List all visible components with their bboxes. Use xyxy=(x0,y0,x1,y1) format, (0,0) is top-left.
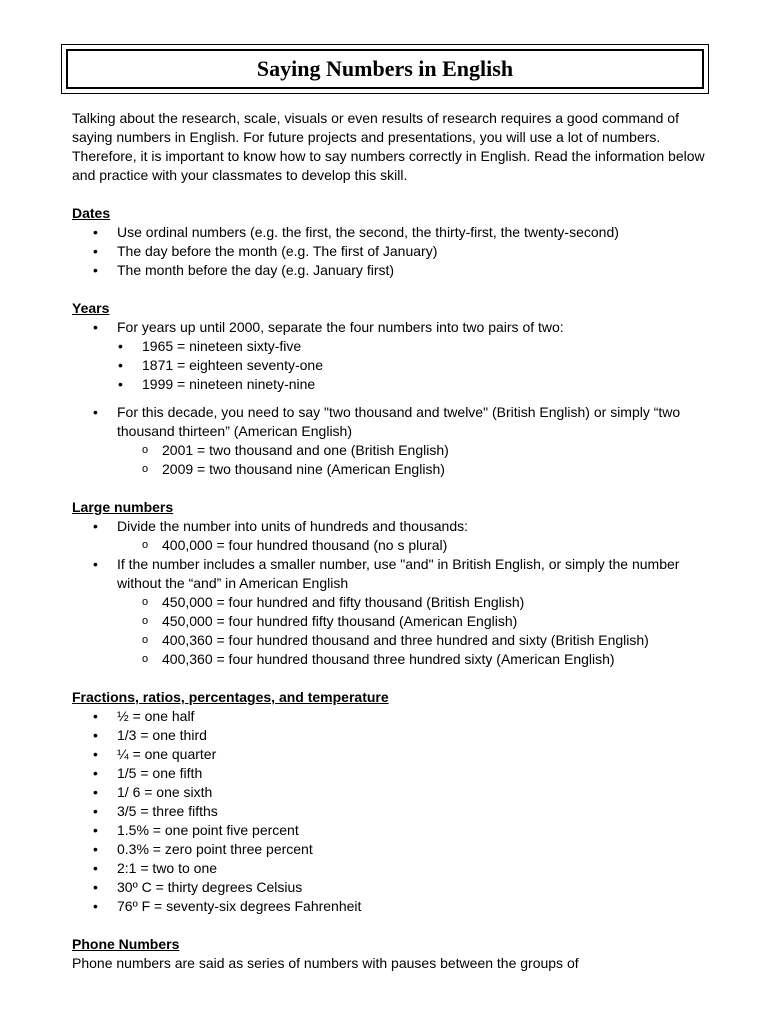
list-item: • 1/5 = one fifth xyxy=(72,764,712,783)
list-item: • 1871 = eighteen seventy-one xyxy=(72,356,712,375)
list-item: • 76º F = seventy-six degrees Fahrenheit xyxy=(72,897,712,916)
list-item: • Divide the number into units of hundreds and thousands: o 400,000 = four hundred thousand (no s plural) xyxy=(72,517,712,555)
list-item: • For years up until 2000, separate the four numbers into two pairs of two: • 1965 = nineteen sixty-five • 1871 = eighteen seventy-one • 1999 = nineteen ninety-nine xyxy=(72,318,712,403)
list-item: • ½ = one half xyxy=(72,707,712,726)
list-item: • 1/ 6 = one sixth xyxy=(72,783,712,802)
list-item: • 30º C = thirty degrees Celsius xyxy=(72,878,712,897)
list-item: o 2009 = two thousand nine (American English) xyxy=(72,460,712,479)
list-item: • 0.3% = zero point three percent xyxy=(72,840,712,859)
large-numbers-heading: Large numbers xyxy=(72,499,174,515)
years-sub-list xyxy=(117,337,712,394)
phone-numbers-heading: Phone Numbers xyxy=(72,936,180,952)
phone-numbers-text: Phone numbers are said as series of numbers with pauses between the groups of xyxy=(72,955,579,971)
list-item: o 400,000 = four hundred thousand (no s plural) xyxy=(72,536,712,555)
list-item: • ¼ = one quarter xyxy=(72,745,712,764)
list-item: • Use ordinal numbers (e.g. the first, the second, the thirty-first, the twenty-second) xyxy=(72,223,712,242)
years-list xyxy=(72,318,712,479)
list-item: o 400,360 = four hundred thousand and three hundred and sixty (British English) xyxy=(72,631,712,650)
list-item: • 1999 = nineteen ninety-nine xyxy=(72,375,712,394)
fractions-heading: Fractions, ratios, percentages, and temperature xyxy=(72,689,389,705)
years-heading: Years xyxy=(72,300,110,316)
list-item: o 2001 = two thousand and one (British English) xyxy=(72,441,712,460)
document-content xyxy=(72,109,712,973)
list-item: o 450,000 = four hundred and fifty thousand (British English) xyxy=(72,593,712,612)
large-sub-list xyxy=(117,536,712,555)
list-item: • 1965 = nineteen sixty-five xyxy=(72,337,712,356)
list-item: • 3/5 = three fifths xyxy=(72,802,712,821)
dates-list xyxy=(72,223,712,280)
list-item: • If the number includes a smaller number, use "and" in British English, or simply the number without the “and” in American English o 450,000 = four hundred and fifty thousand (British English) o 450,000 = four hundred fifty thousand (American English) o 400,360 = four hundred thousand and three hundred and sixty (British English) o 400,360 = four hundred thousand three hundred sixty (American English) xyxy=(72,555,712,669)
dates-heading: Dates xyxy=(72,205,111,221)
list-item: • 1/3 = one third xyxy=(72,726,712,745)
intro-paragraph: Talking about the research, scale, visuals or even results of research requires a good command of saying numbers in English. For future projects and presentations, you will use a lot of numbers. Therefore, it is important to know how to say numbers correctly in English. Read the information below and practice with your classmates to develop this skill. xyxy=(72,110,705,183)
list-item: o 400,360 = four hundred thousand three hundred sixty (American English) xyxy=(72,650,712,669)
list-item: o 450,000 = four hundred fifty thousand (American English) xyxy=(72,612,712,631)
list-item: • For this decade, you need to say "two thousand and twelve" (British English) or simply “two thousand thirteen” (American English) o 2001 = two thousand and one (British English) o 2009 = two thousand nine (American English) xyxy=(72,403,712,479)
fractions-list xyxy=(72,707,712,916)
large-sub-list-2 xyxy=(117,593,712,669)
list-item: • The month before the day (e.g. January first) xyxy=(72,261,712,280)
large-numbers-list xyxy=(72,517,712,669)
list-item: • 1.5% = one point five percent xyxy=(72,821,712,840)
list-item: • 2:1 = two to one xyxy=(72,859,712,878)
years-sub-list-2 xyxy=(117,441,712,479)
list-item: • The day before the month (e.g. The first of January) xyxy=(72,242,712,261)
page-title: Saying Numbers in English xyxy=(256,56,514,81)
title-box xyxy=(61,44,709,94)
title-inner-border xyxy=(66,49,704,89)
